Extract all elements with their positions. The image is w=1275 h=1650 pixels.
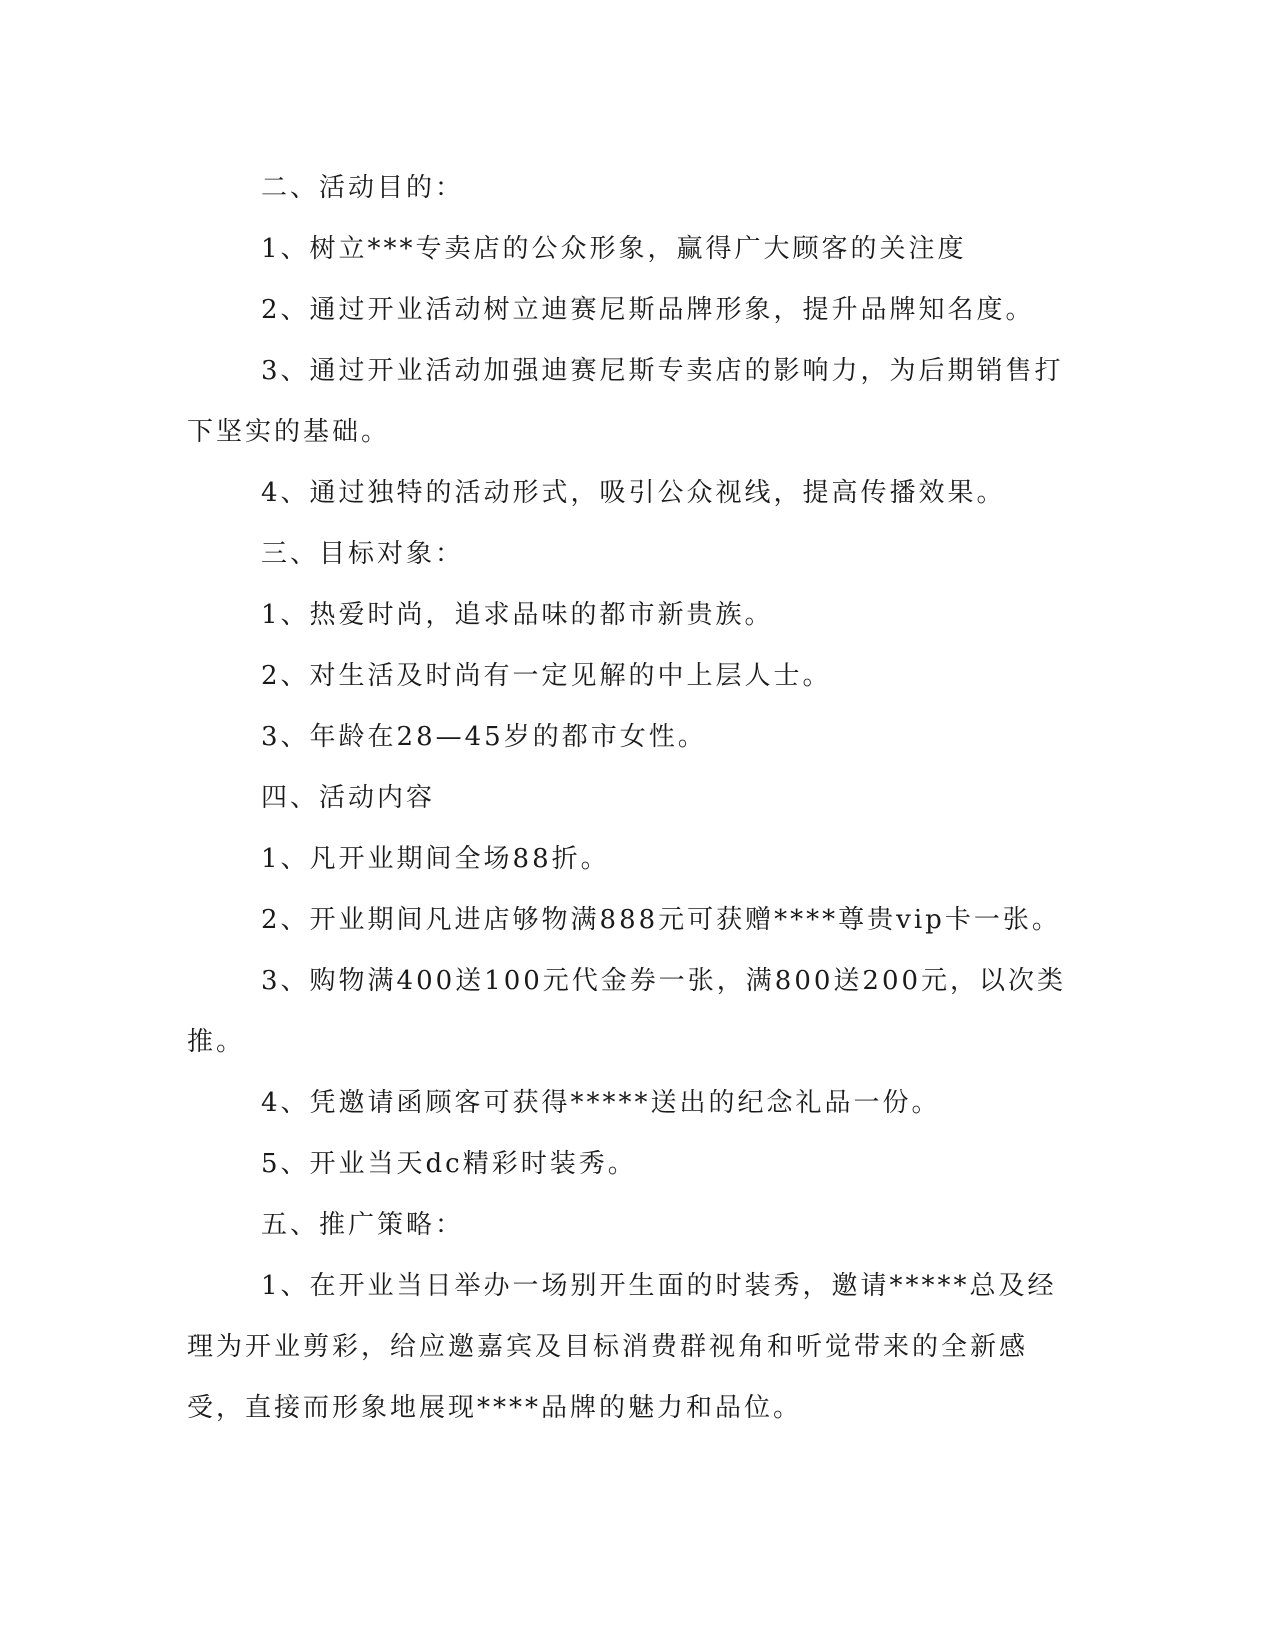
document-body	[187, 158, 1067, 1439]
content-item-5: 5、开业当天dc精彩时装秀。	[261, 1149, 637, 1179]
section-heading-promotion: 五、推广策略：	[261, 1210, 465, 1240]
content-item-1: 1、凡开业期间全场88折。	[261, 844, 610, 874]
objective-item-1: 1、树立***专卖店的公众形象，赢得广大顾客的关注度	[261, 234, 967, 264]
content-item-2: 2、开业期间凡进店够物满888元可获赠****尊贵vip卡一张。	[261, 905, 1061, 935]
target-item-2: 2、对生活及时尚有一定见解的中上层人士。	[261, 661, 832, 691]
objective-item-2: 2、通过开业活动树立迪赛尼斯品牌形象，提升品牌知名度。	[261, 295, 1035, 325]
target-item-1: 1、热爱时尚，追求品味的都市新贵族。	[261, 600, 774, 630]
section-heading-target: 三、目标对象：	[261, 539, 465, 569]
target-item-3: 3、年龄在28—45岁的都市女性。	[261, 722, 707, 752]
promotion-item-1: 1、在开业当日举办一场别开生面的时装秀，邀请*****总及经理为开业剪彩，给应邀嘉宾及目标消费群视角和听觉带来的全新感受，直接而形象地展现****品牌的魅力和品位。	[187, 1271, 1057, 1423]
section-heading-objectives: 二、活动目的：	[261, 173, 465, 203]
section-heading-content: 四、活动内容	[261, 783, 436, 813]
objective-item-4: 4、通过独特的活动形式，吸引公众视线，提高传播效果。	[261, 478, 1006, 508]
content-item-4: 4、凭邀请函顾客可获得*****送出的纪念礼品一份。	[261, 1088, 941, 1118]
objective-item-3: 3、通过开业活动加强迪赛尼斯专卖店的影响力，为后期销售打下坚实的基础。	[187, 356, 1064, 447]
content-item-3: 3、购物满400送100元代金券一张，满800送200元，以次类推。	[187, 966, 1067, 1057]
